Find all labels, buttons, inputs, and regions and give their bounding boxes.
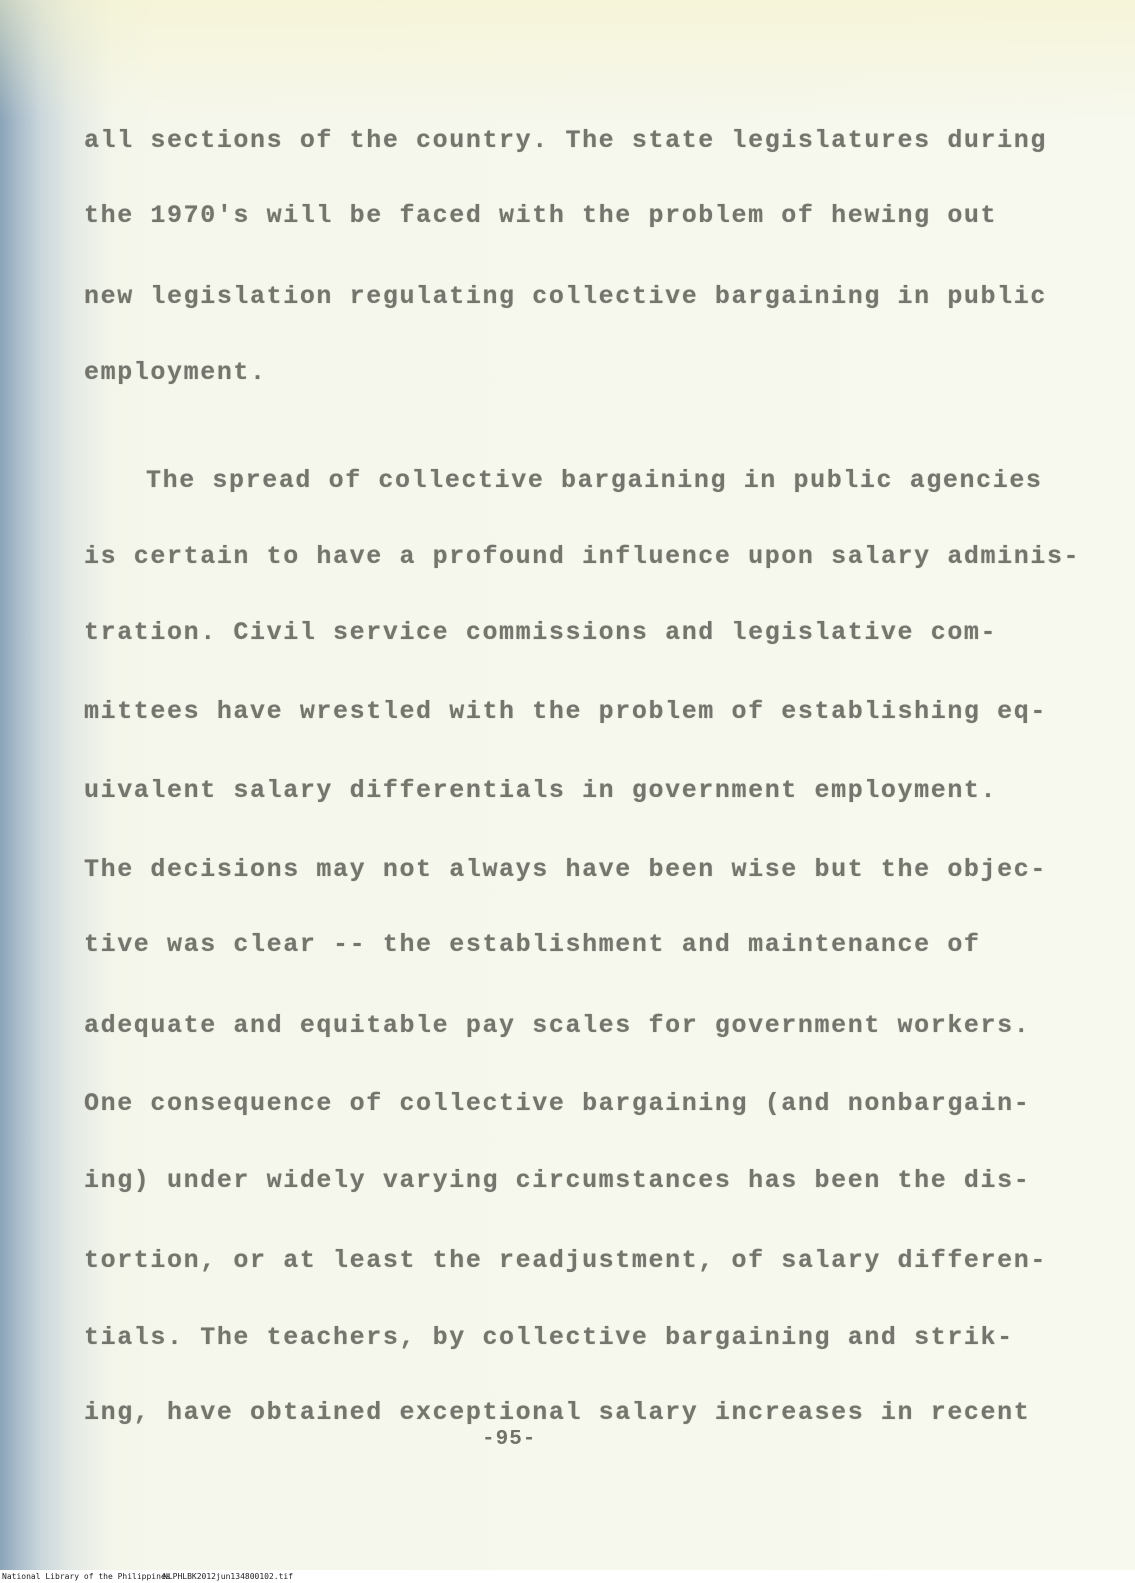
text-line: tration. Civil service commissions and legislative com-	[84, 618, 998, 647]
text-line: adequate and equitable pay scales for government workers.	[84, 1011, 1031, 1040]
text-line: The spread of collective bargaining in public agencies	[146, 466, 1043, 495]
text-line: tive was clear -- the establishment and maintenance of	[84, 930, 981, 959]
text-line: One consequence of collective bargaining (and nonbargain-	[84, 1089, 1031, 1118]
text-line: employment.	[84, 358, 267, 387]
page-number: -95-	[482, 1428, 537, 1451]
text-line: all sections of the country. The state legislatures during	[84, 126, 1047, 155]
scan-footer	[0, 1570, 1135, 1583]
text-line: the 1970's will be faced with the problem of hewing out	[84, 201, 998, 230]
footer-source: National Library of the Philippines	[2, 1572, 171, 1581]
text-line: The decisions may not always have been wise but the objec-	[84, 855, 1047, 884]
text-line: tortion, or at least the readjustment, of salary differen-	[84, 1246, 1047, 1275]
text-line: is certain to have a profound influence upon salary adminis-	[84, 542, 1081, 571]
footer-filename: NLPHLBK2012jun134800102.tif	[163, 1572, 294, 1581]
text-line: mittees have wrestled with the problem of establishing eq-	[84, 697, 1047, 726]
text-line: new legislation regulating collective bargaining in public	[84, 282, 1047, 311]
text-line: tials. The teachers, by collective bargaining and strik-	[84, 1323, 1014, 1352]
text-line: uivalent salary differentials in government employment.	[84, 776, 998, 805]
text-line: ing, have obtained exceptional salary increases in recent	[84, 1398, 1031, 1427]
text-line: ing) under widely varying circumstances has been the dis-	[84, 1166, 1031, 1195]
